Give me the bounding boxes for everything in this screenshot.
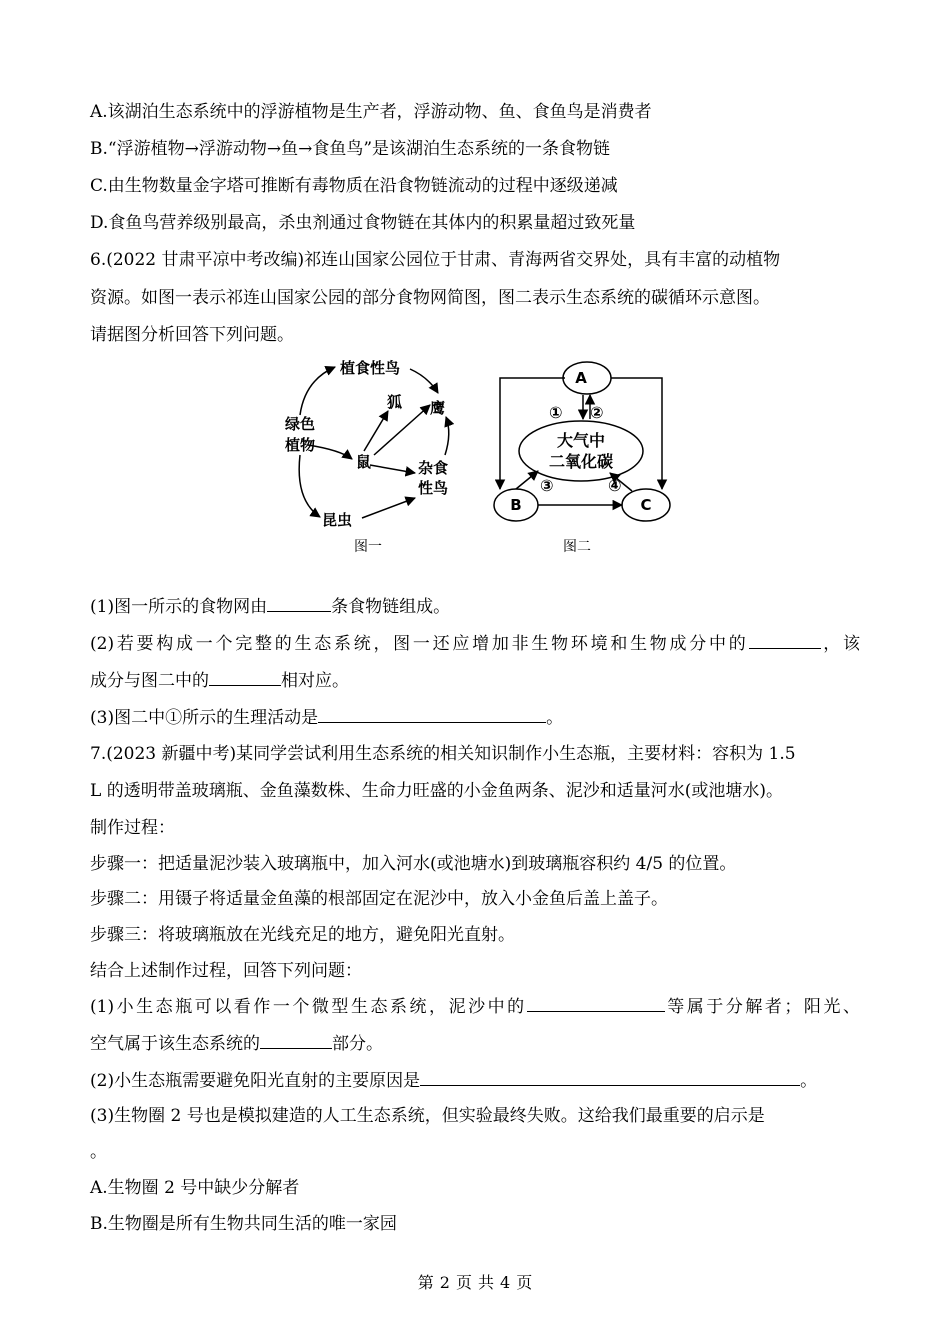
page-number: 2 — [439, 1273, 450, 1292]
option-b-q5: B.“浮游植物→浮游动物→鱼→食鱼鸟”是该湖泊生态系统的一条食物链 — [90, 139, 611, 159]
omnivorous-bird-label: 杂食 — [418, 459, 449, 477]
q6-sub-1: (1)图一所示的食物网由 条食物链组成。 — [90, 597, 451, 617]
step-2: 步骤二：用镊子将适量金鱼藻的根部固定在泥沙中，放入小金鱼后盖上盖子。 — [90, 889, 668, 909]
process-2-label: ② — [590, 403, 604, 422]
q7-sub-3: (3)生物圈 2 号也是模拟建造的人工生态系统，但实验最终失败。这给我们最重要的启示是 — [90, 1106, 765, 1126]
q7-sub-3-end: 。 — [90, 1142, 107, 1162]
node-a — [563, 362, 611, 394]
process-4-label: ④ — [608, 476, 622, 495]
process-1-label: ① — [549, 403, 563, 422]
answer-blank[interactable] — [420, 1069, 800, 1086]
eagle-label: 鹰 — [430, 399, 446, 417]
answer-blank[interactable] — [527, 995, 665, 1012]
process-3-label: ③ — [540, 476, 554, 495]
answer-blank[interactable] — [260, 1032, 332, 1049]
insect-label: 昆虫 — [322, 511, 353, 529]
figure-1-caption: 图一 — [354, 539, 382, 555]
herbivorous-bird-label: 植食性鸟 — [340, 359, 401, 377]
page-total: 4 — [500, 1273, 511, 1292]
step-1: 步骤一：把适量泥沙装入玻璃瓶中，加入河水(或池塘水)到玻璃瓶容积约 4/5 的位置。 — [90, 854, 737, 874]
q7-option-a: A.生物圈 2 号中缺少分解者 — [90, 1178, 300, 1198]
question-6-stem: 6.(2022 甘肃平凉中考改编)祁连山国家公园位于甘肃、青海两省交界处，具有丰富的动植物 — [90, 250, 781, 270]
co2-label-2: 二氧化碳 — [548, 452, 614, 471]
process-heading: 制作过程： — [90, 818, 175, 838]
figure-2-caption: 图二 — [563, 539, 591, 555]
q7-sub-2: (2)小生态瓶需要避免阳光直射的主要原因是 。 — [90, 1071, 818, 1091]
q6-sub-3: (3)图二中①所示的生理活动是 。 — [90, 708, 564, 728]
q6-sub-2: (2)若要构成一个完整的生态系统，图一还应增加非生物环境和生物成分中的 ，该 — [90, 634, 860, 654]
node-c-label: C — [640, 496, 652, 514]
q7-instruction: 结合上述制作过程，回答下列问题： — [90, 961, 362, 981]
question-6-stem-3: 请据图分析回答下列问题。 — [90, 325, 294, 345]
page-footer: 第 2 页 共 4 页 — [417, 1273, 533, 1292]
question-7-stem-2: L 的透明带盖玻璃瓶、金鱼藻数株、生命力旺盛的小金鱼两条、泥沙和适量河水(或池塘水)。 — [90, 781, 783, 801]
q7-option-b: B.生物圈是所有生物共同生活的唯一家园 — [90, 1214, 397, 1234]
question-7-stem: 7.(2023 新疆中考)某同学尝试利用生态系统的相关知识制作小生态瓶，主要材料：容积为 1.5 — [90, 744, 796, 764]
q7-sub-1-cont: 空气属于该生态系统的 部分。 — [90, 1034, 383, 1054]
q6-sub-2-cont: 成分与图二中的 相对应。 — [90, 671, 349, 691]
node-a-label: A — [575, 369, 587, 387]
answer-blank[interactable] — [209, 669, 281, 686]
answer-blank[interactable] — [318, 706, 546, 723]
step-3: 步骤三：将玻璃瓶放在光线充足的地方，避免阳光直射。 — [90, 925, 515, 945]
omnivorous-bird-label-2: 性鸟 — [418, 479, 449, 497]
mouse-label: 鼠 — [356, 453, 372, 471]
fox-label: 狐 — [387, 393, 403, 411]
option-a-q5: A.该湖泊生态系统中的浮游植物是生产者，浮游动物、鱼、食鱼鸟是消费者 — [90, 102, 652, 122]
question-6-stem-2: 资源。如图一表示祁连山国家公园的部分食物网简图，图二表示生态系统的碳循环示意图。 — [90, 288, 770, 308]
co2-label: 大气中 — [556, 431, 606, 450]
node-b-label: B — [510, 496, 522, 514]
q7-sub-1: (1)小生态瓶可以看作一个微型生态系统，泥沙中的 等属于分解者；阳光、 — [90, 997, 860, 1017]
answer-blank[interactable] — [749, 632, 821, 649]
option-d-q5: D.食鱼鸟营养级别最高，杀虫剂通过食物链在其体内的积累量超过致死量 — [90, 213, 636, 233]
green-plant-label-2: 植物 — [285, 436, 316, 454]
green-plant-label: 绿色 — [285, 415, 316, 433]
answer-blank[interactable] — [267, 595, 331, 612]
option-c-q5: C.由生物数量金字塔可推断有毒物质在沿食物链流动的过程中逐级递减 — [90, 176, 618, 196]
figures — [270, 355, 690, 565]
